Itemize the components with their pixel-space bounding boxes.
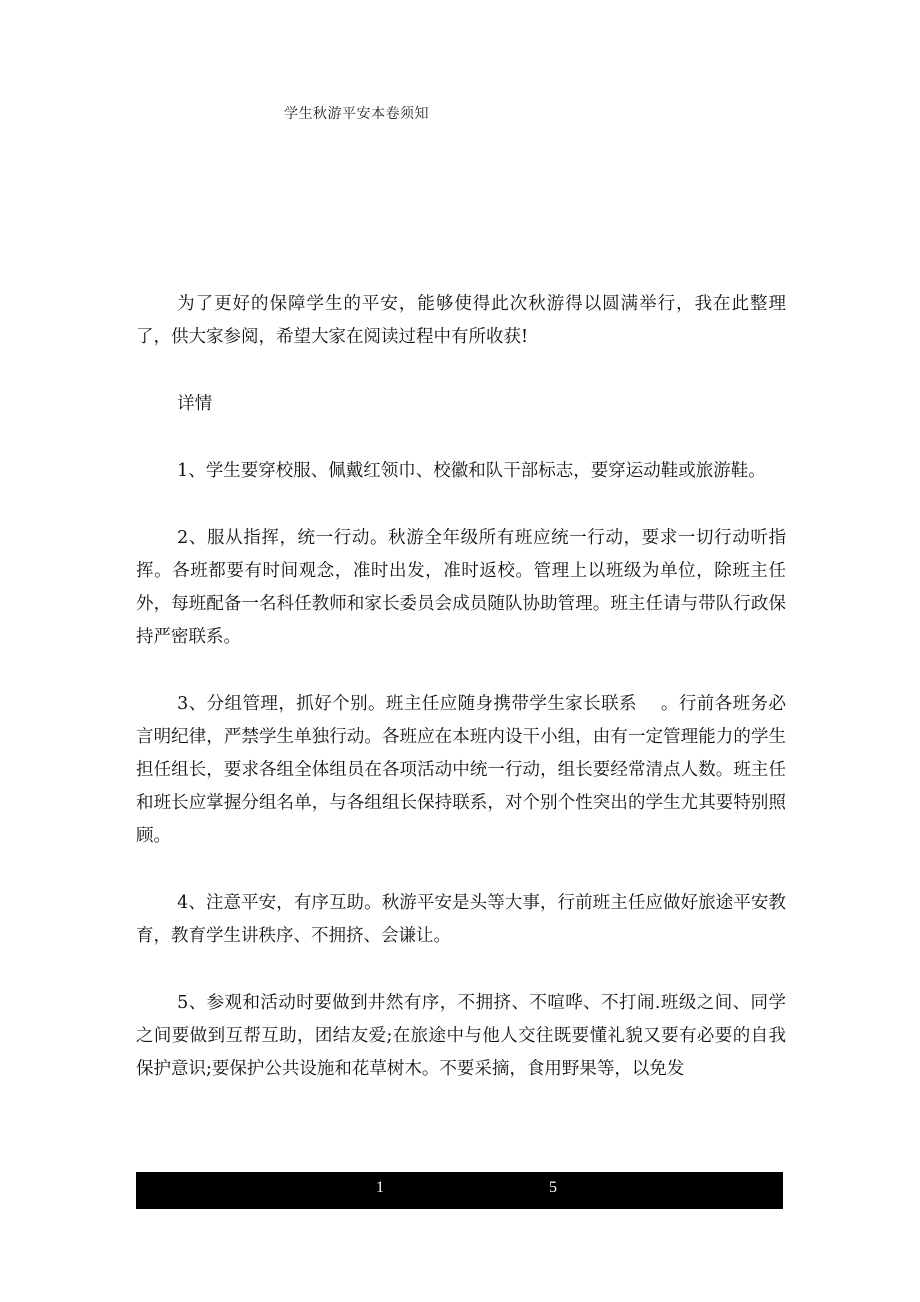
page-number-total: 5 xyxy=(549,1179,557,1196)
document-title: 学生秋游平安本卷须知 xyxy=(284,106,429,122)
details-heading: 详情 xyxy=(177,394,213,414)
intro-paragraph: 为了更好的保障学生的平安，能够使得此次秋游得以圆满举行，我在此整理了，供大家参阅，希望大家在阅读过程中有所收获! xyxy=(136,294,786,347)
page-number-current: 1 xyxy=(376,1179,384,1196)
rule-paragraph-5: 5、参观和活动时要做到井然有序，不拥挤、不喧哗、不打闹.班级之间、同学之间要做到互帮互助，团结友爱;在旅途中与他人交往既要懂礼貌又要有必要的自我保护意识;要保护公共设施和花草树木。不要采摘，食用野果等，以免发 xyxy=(136,993,786,1079)
rule-paragraph-2: 2、服从指挥，统一行动。秋游全年级所有班应统一行动，要求一切行动听指挥。各班都要有时间观念，准时出发，准时返校。管理上以班级为单位，除班主任外，每班配备一名科任教师和家长委员会成员随队协助管理。班主任请与带队行政保持严密联系。 xyxy=(136,528,786,647)
rule-paragraph-1: 1、学生要穿校服、佩戴红领巾、校徽和队干部标志，要穿运动鞋或旅游鞋。 xyxy=(177,461,766,481)
rule-paragraph-3: 3、分组管理，抓好个别。班主任应随身携带学生家长联系 。行前各班务必言明纪律，严禁学生单独行动。各班应在本班内设干小组，由有一定管理能力的学生担任组长，要求各组全体组员在各项活动中统一行动，组长要经常清点人数。班主任和班长应掌握分组名单，与各组组长保持联系，对个别个性突出的学生尤其要特别照顾。 xyxy=(136,694,786,846)
document-body xyxy=(136,288,786,1120)
page-footer xyxy=(136,1172,783,1209)
rule-paragraph-4: 4、注意平安，有序互助。秋游平安是头等大事，行前班主任应做好旅途平安教育，教育学生讲秩序、不拥挤、会谦让。 xyxy=(136,893,786,946)
